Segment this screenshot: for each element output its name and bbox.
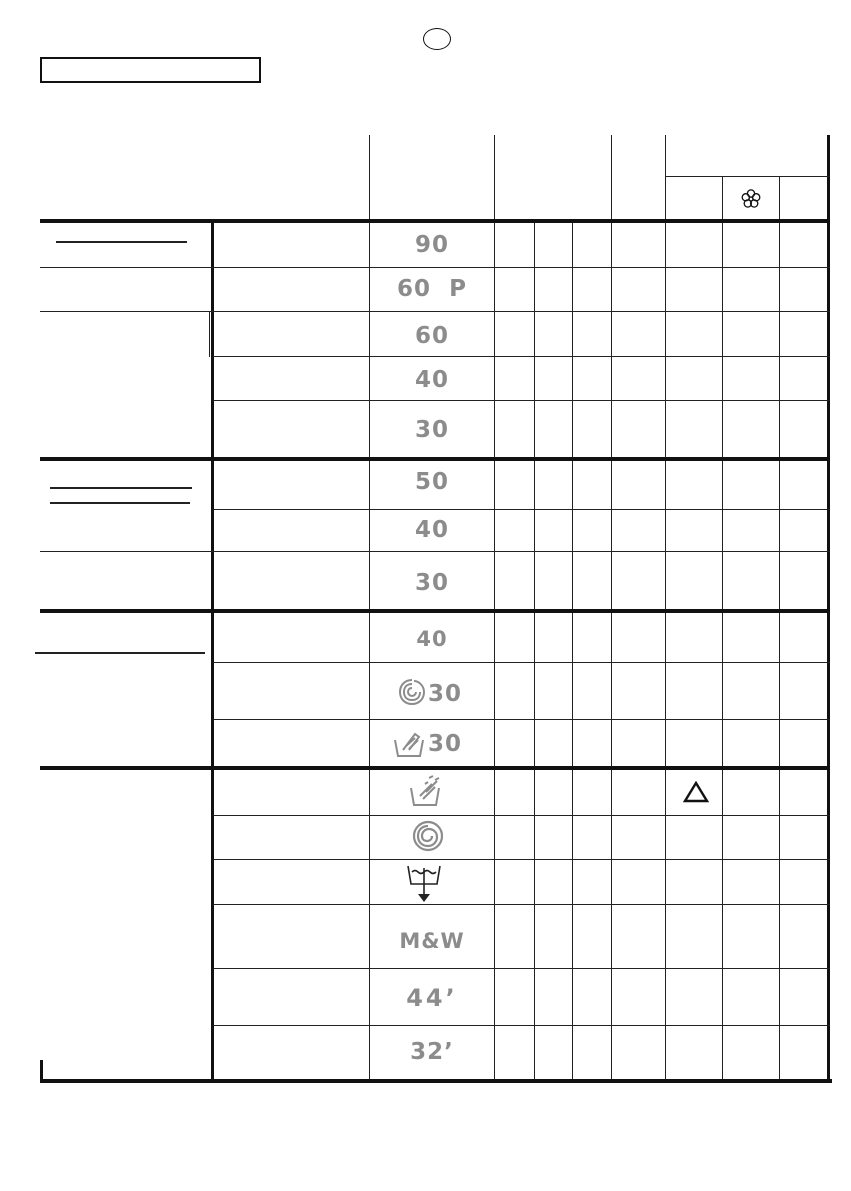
temp-label-synthetic-30: 30 — [414, 570, 449, 596]
spin-icon — [412, 820, 444, 856]
title-box — [40, 57, 261, 83]
temp-label-synthetic-40: 40 — [414, 517, 449, 543]
language-circle — [423, 28, 451, 50]
drain-icon — [406, 864, 442, 908]
hand-wash-icon — [393, 728, 427, 762]
temp-label-44min: 44’ — [406, 984, 458, 1012]
temp-label-cotton-30: 30 — [414, 417, 449, 443]
rinse-icon — [409, 774, 443, 812]
temp-label-delicate-40: 40 — [416, 627, 448, 651]
temp-label-cotton-60: 60 — [414, 323, 449, 349]
temp-label-wool-30: 30 — [428, 681, 463, 707]
flower-icon — [740, 188, 762, 214]
wool-icon — [397, 677, 427, 711]
temp-label-32min: 32’ — [410, 1039, 454, 1065]
temp-label-cotton-90: 90 — [414, 232, 449, 258]
triangle-warning-icon — [683, 781, 709, 807]
temp-label-cotton-40: 40 — [414, 367, 449, 393]
temp-label-synthetic-50: 50 — [414, 469, 449, 495]
temp-label-handwash-30: 30 — [428, 731, 463, 757]
temp-label-mw: M&W — [399, 929, 465, 953]
temp-label-cotton-60p: 60 P — [397, 276, 467, 302]
